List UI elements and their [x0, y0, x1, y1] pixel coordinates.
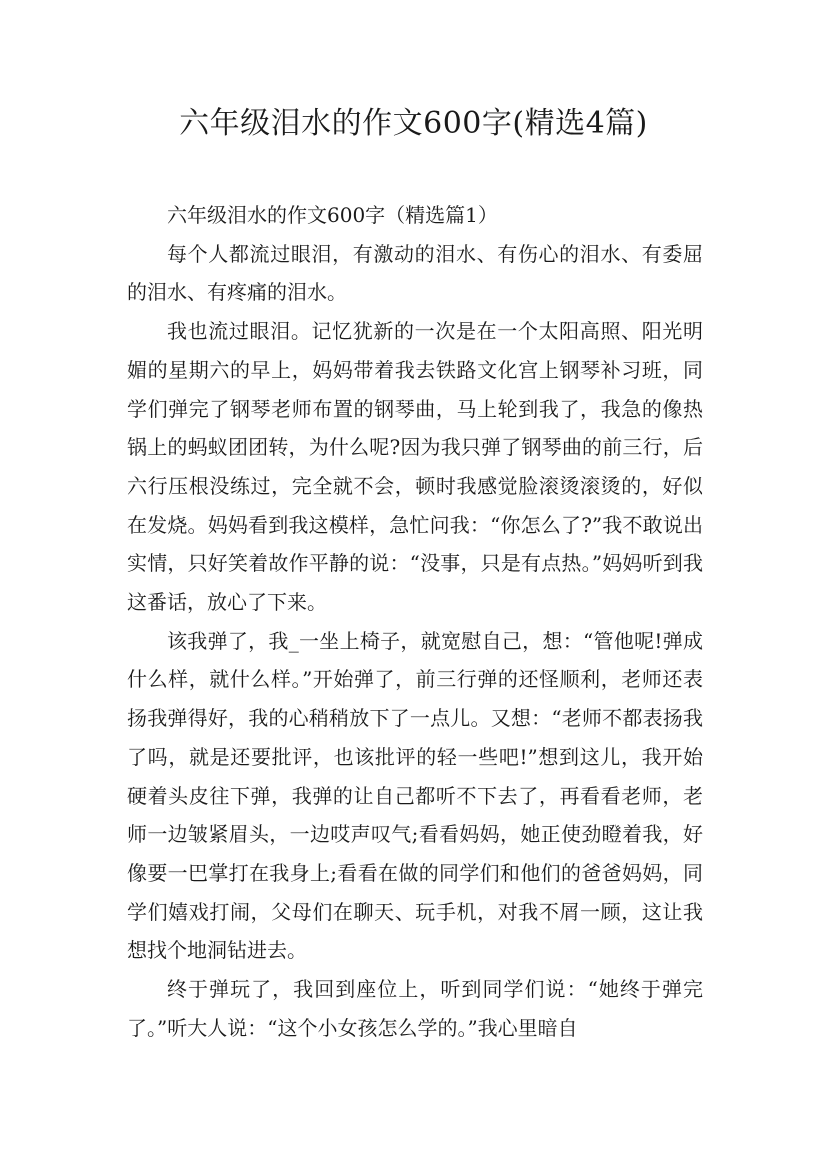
paragraph: 每个人都流过眼泪，有激动的泪水、有伤心的泪水、有委屈的泪水、有疼痛的泪水。	[127, 241, 703, 305]
section-heading: 六年级泪水的作文600字（精选篇1）	[167, 203, 498, 227]
paragraph: 我也流过眼泪。记忆犹新的一次是在一个太阳高照、阳光明媚的星期六的早上，妈妈带着我去铁路文化宫上钢琴补习班，同学们弹完了钢琴老师布置的钢琴曲，马上轮到我了，我急的像热锅上的蚂蚁团团转，为什么呢?因为我只弹了钢琴曲的前三行，后六行压根没练过，完全就不会，顿时我感觉脸滚烫滚烫的，好似在发烧。妈妈看到我这模样，急忙问我：“你怎么了?”我不敢说出实情，只好笑着故作平静的说：“没事，只是有点热。”妈妈听到我这番话，放心了下来。	[127, 319, 703, 615]
paragraph: 该我弹了，我_一坐上椅子，就宽慰自己，想：“管他呢!弹成什么样，就什么样。”开始弹了，前三行弹的还怪顺利，老师还表扬我弹得好，我的心稍稍放下了一点儿。又想：“老师不都表扬我了吗，就是还要批评，也该批评的轻一些吧!”想到这儿，我开始硬着头皮往下弹，我弹的让自己都听不下去了，再看看老师，老师一边皱紧眉头，一边哎声叹气;看看妈妈，她正使劲瞪着我，好像要一巴掌打在我身上;看看在做的同学们和他们的爸爸妈妈，同学们嬉戏打闹，父母们在聊天、玩手机，对我不屑一顾，这让我想找个地洞钻进去。	[127, 628, 703, 963]
document-body	[127, 196, 703, 1047]
document-title: 六年级泪水的作文600字(精选4篇)	[179, 106, 648, 141]
paragraph: 终于弹玩了，我回到座位上，听到同学们说：“她终于弹完了。”听大人说：“这个小女孩怎么学的。”我心里暗自	[127, 977, 703, 1040]
